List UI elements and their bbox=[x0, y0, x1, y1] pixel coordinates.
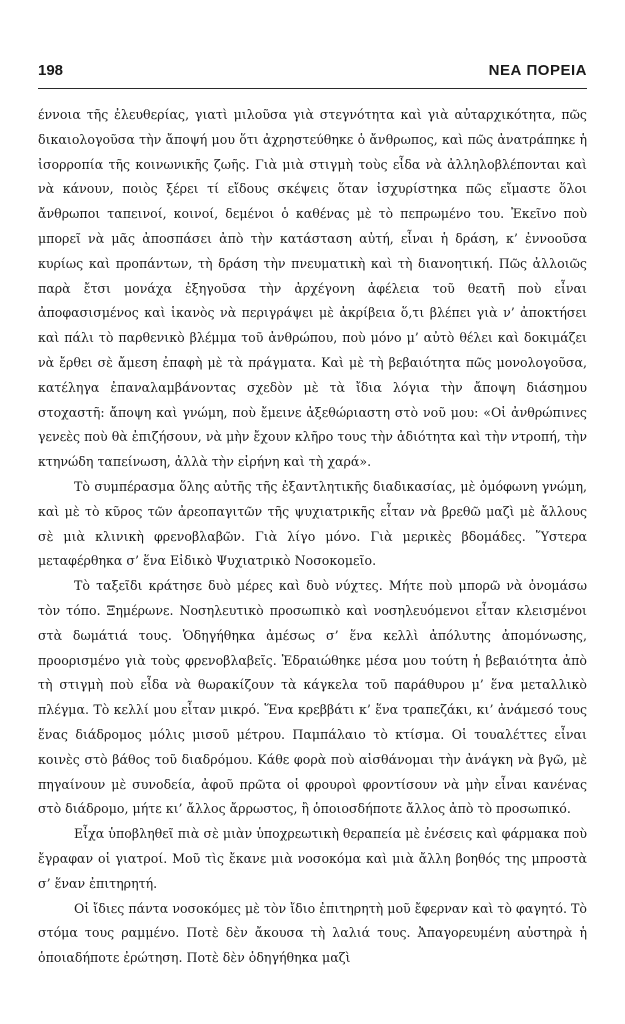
body-text bbox=[38, 103, 587, 971]
paragraph-3: Τὸ ταξεῖδι κράτησε δυὸ μέρες καὶ δυὸ νύχτες. Μήτε ποὺ μπορῶ νὰ ὀνομάσω τὸν τόπο. Ξημέρωνε. Νοσηλευτικὸ προσωπικὸ καὶ νοσηλευόμενοι εἶταν κλεισμένοι στὰ δωμάτιά τους. Ὁδηγήθηκα ἀμέσως σ’ ἕνα κελλὶ ἀπόλυτης ἀπομόνωσης, προορισμένο γιὰ τοὺς φρενοβλαβεῖς. Ἑδραιώθηκε μέσα μου τούτη ἡ βεβαιότητα ἀπὸ τὴ στιγμὴ ποὺ εἶδα νὰ θωρακίζουν τὰ κάγκελα τοῦ παράθυρου μ’ ἕνα μεταλλικὸ πλέγμα. Τὸ κελλί μου εἶταν μικρό. Ἕνα κρεββάτι κ’ ἕνα τραπεζάκι, κι’ ἀνάμεσό τους ἕνας διάδρομος μόλις μισοῦ μέτρου. Παμπάλαιο τὸ κτίσμα. Οἱ τουαλέττες εἶναι κοινὲς στὸ βάθος τοῦ διαδρόμου. Κάθε φορὰ ποὺ αἰσθάνομαι τὴν ἀνάγκη νὰ βγῶ, μὲ πηγαίνουν μὲ συνοδεία, ἀφοῦ πρῶτα οἱ φρουροὶ φροντίσουν νὰ μὴν εἶναι κανένας στὸ διάδρομο, μήτε κι’ ἄλλος ἄρρωστος, ἢ ὁποιοσδήποτε ἄλλος ἀπὸ τὸ προσωπικό. bbox=[38, 578, 587, 817]
paragraph-4: Εἶχα ὑποβληθεῖ πιὰ σὲ μιὰν ὑποχρεωτικὴ θεραπεία μὲ ἐνέσεις καὶ φάρμακα ποὺ ἔγραφαν οἱ γιατροί. Μοῦ τὶς ἔκανε μιὰ νοσοκόμα καὶ μιὰ ἄλλη βοηθός της μπροστὰ σ’ ἕναν ἐπιτηρητή. bbox=[38, 826, 587, 891]
book-page bbox=[38, 62, 587, 971]
journal-title: ΝΕΑ ΠΟΡΕΙΑ bbox=[488, 62, 587, 79]
header-rule bbox=[38, 88, 587, 89]
page-number: 198 bbox=[38, 62, 64, 79]
running-header bbox=[38, 62, 587, 86]
paragraph-5: Οἱ ἴδιες πάντα νοσοκόμες μὲ τὸν ἴδιο ἐπιτηρητὴ μοῦ ἔφερναν καὶ τὸ φαγητό. Τὸ στόμα τους ραμμένο. Ποτὲ δὲν ἄκουσα τὴ λαλιά τους. Ἀπαγορευμένη αὐστηρὰ ἡ ὁποιαδήποτε ἐρώτηση. Ποτὲ δὲν ὁδηγήθηκα μαζὶ bbox=[38, 900, 587, 966]
paragraph-2: Τὸ συμπέρασμα ὅλης αὐτῆς τῆς ἐξαντλητικῆς διαδικασίας, μὲ ὁμόφωνη γνώμη, καὶ μὲ τὸ κῦρος τῶν ἀρεοπαγιτῶν τῆς ψυχιατρικῆς εἶταν νὰ βρεθῶ μαζὶ μὲ ἄλλους σὲ μιὰ κλινικὴ φρενοβλαβῶν. Γιὰ λίγο μόνο. Γιὰ μερικὲς βδομάδες. Ὕστερα μεταφέρθηκα σ’ ἕνα Εἰδικὸ Ψυχιατρικὸ Νοσοκομεῖο. bbox=[38, 478, 587, 569]
paragraph-1: έννοια τῆς ἐλευθερίας, γιατὶ μιλοῦσα γιὰ στεγνότητα καὶ γιὰ αὐταρχικότητα, πῶς δικαιολογοῦσα τὴν ἄποψή μου ὅτι ἀχρηστεύθηκε ὁ ἄνθρωπος, καὶ πῶς ἀνατράπηκε ἡ ἰσορροπία τῆς κοινωνικῆς ζωῆς. Γιὰ μιὰ στιγμὴ τοὺς εἶδα νὰ ἀλληλοβλέπονται καὶ νὰ κάνουν, ποιὸς ξέρει τί εἴδους σκέψεις ὅταν ἰσχυρίστηκα πῶς εἴμαστε ὅλοι ἄνθρωποι ταπεινοί, κοινοί, δεμένοι ὁ καθένας μὲ τὸ πεπρωμένο του. Ἐκεῖνο ποὺ μπορεῖ νὰ μᾶς ἀποσπάσει ἀπὸ τὴν κατάσταση αὐτή, εἶναι ἡ δράση, κ’ ἐννοοῦσα κυρίως καὶ προπάντων, τὴ δράση τὴν πνευματικὴ καὶ τὴ διανοητική. Πῶς ἀλλοιῶς παρὰ ἔτσι μονάχα ἐξηγοῦσα τὴν ἀρχέγονη ἀφέλεια τοῦ θεατῆ ποὺ εἶναι ἀποφασισμένος καὶ ἱκανὸς νὰ περιγράψει μὲ ἀκρίβεια ὅ,τι βλέπει γιὰ ν’ ἀποκτήσει καὶ πάλι τὸ παρθενικὸ βλέμμα τοῦ ἀνθρώπου, ποὺ μόνο μ’ αὐτὸ θέλει καὶ δοκιμάζει νὰ ἔρθει σὲ ἄμεση ἐπαφὴ μὲ τὰ πράγματα. Καὶ μὲ τὴ βεβαιότητα πῶς μονολογοῦσα, κατέληγα ἐπαναλαμβάνοντας σχεδὸν μὲ τὰ ἴδια λόγια τὴν ἄποψη διάσημου στοχαστῆ: ἄποψη καὶ γνώμη, ποὺ ἔμεινε ἀξεθώριαστη στὸ νοῦ μου: «Οἱ ἀνθρώπινες γενεὲς ποὺ θὰ ἐπιζήσουν, νὰ μὴν ἔχουν κλῆρο τους τὴν ἀδιότητα καὶ τὴν ντροπή, τὴν κτηνώδη ταπείνωση, ἀλλὰ τὴν εἰρήνη καὶ τὴ χαρά». bbox=[38, 107, 587, 470]
